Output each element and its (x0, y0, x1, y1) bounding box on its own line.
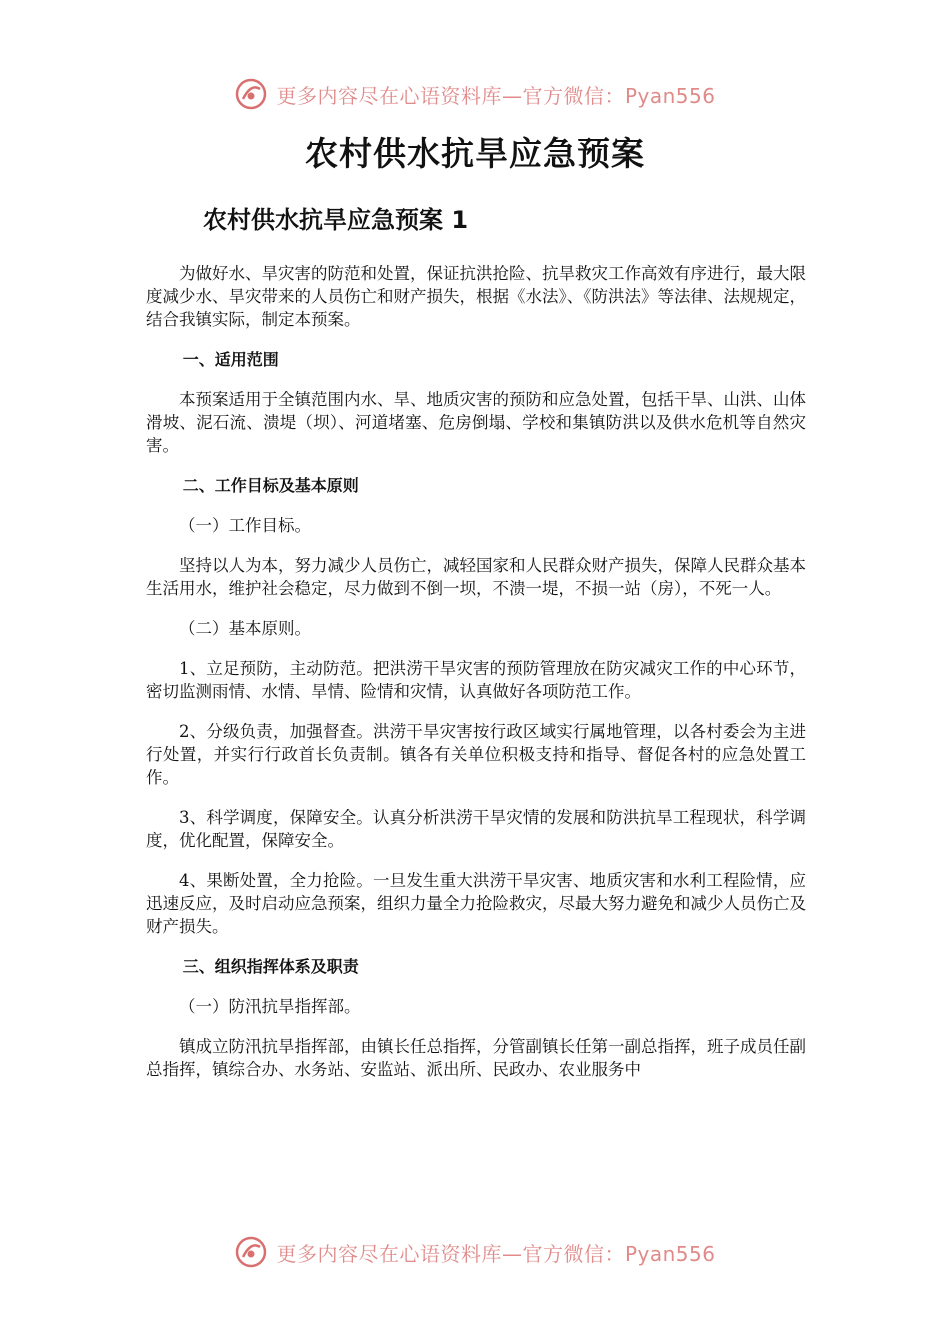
document-subtitle: 农村供水抗旱应急预案 1 (203, 206, 469, 234)
subsection-heading: （二）基本原则。 (179, 619, 311, 638)
watermark-text: 更多内容尽在心语资料库—官方微信：Pyan556 (276, 83, 716, 108)
goal-paragraph: 坚持以人为本，努力减少人员伤亡，减轻国家和人民群众财产损失，保障人民群众基本生活用水，维护社会稳定，尽力做到不倒一坝，不溃一堤，不损一站（房），不死一人。 (146, 556, 806, 598)
subsection-heading: （一）工作目标。 (179, 516, 311, 535)
scope-paragraph: 本预案适用于全镇范围内水、旱、地质灾害的预防和应急处置，包括干旱、山洪、山体滑坡、泥石流、溃堤（坝）、河道堵塞、危房倒塌、学校和集镇防洪以及供水危机等自然灾害。 (146, 390, 806, 455)
seal-logo-icon (234, 1235, 268, 1269)
principle-paragraph: 1、立足预防，主动防范。把洪涝干旱灾害的预防管理放在防灾减灾工作的中心环节，密切监测雨情、水情、旱情、险情和灾情，认真做好各项防范工作。 (146, 659, 806, 701)
seal-logo-icon (234, 77, 268, 111)
principle-paragraph: 4、果断处置，全力抢险。一旦发生重大洪涝干旱灾害、地质灾害和水利工程险情，应迅速反应，及时启动应急预案，组织力量全力抢险救灾，尽最大努力避免和减少人员伤亡及财产损失。 (146, 871, 806, 936)
organization-paragraph: 镇成立防汛抗旱指挥部，由镇长任总指挥，分管副镇长任第一副总指挥，班子成员任副总指挥，镇综合办、水务站、安监站、派出所、民政办、农业服务中 (146, 1037, 806, 1079)
document-body (146, 262, 806, 1098)
section-heading: 二、工作目标及基本原则 (182, 476, 359, 495)
intro-paragraph: 为做好水、旱灾害的防范和处置，保证抗洪抢险、抗旱救灾工作高效有序进行，最大限度减少水、旱灾带来的人员伤亡和财产损失，根据《水法》、《防洪法》等法律、法规规定，结合我镇实际，制定本预案。 (146, 264, 806, 329)
document-title: 农村供水抗旱应急预案 (305, 134, 645, 173)
principle-paragraph: 2、分级负责，加强督查。洪涝干旱灾害按行政区域实行属地管理，以各村委会为主进行处置，并实行行政首长负责制。镇各有关单位积极支持和指导、督促各村的应急处置工作。 (146, 722, 806, 787)
section-heading: 一、适用范围 (182, 350, 279, 369)
watermark-text: 更多内容尽在心语资料库—官方微信：Pyan556 (276, 1241, 716, 1266)
subsection-heading: （一）防汛抗旱指挥部。 (179, 997, 361, 1016)
watermark-header (0, 74, 950, 114)
section-heading: 三、组织指挥体系及职责 (182, 957, 359, 976)
watermark-footer (0, 1232, 950, 1272)
principle-paragraph: 3、科学调度，保障安全。认真分析洪涝干旱灾情的发展和防洪抗旱工程现状，科学调度，优化配置，保障安全。 (146, 808, 806, 850)
